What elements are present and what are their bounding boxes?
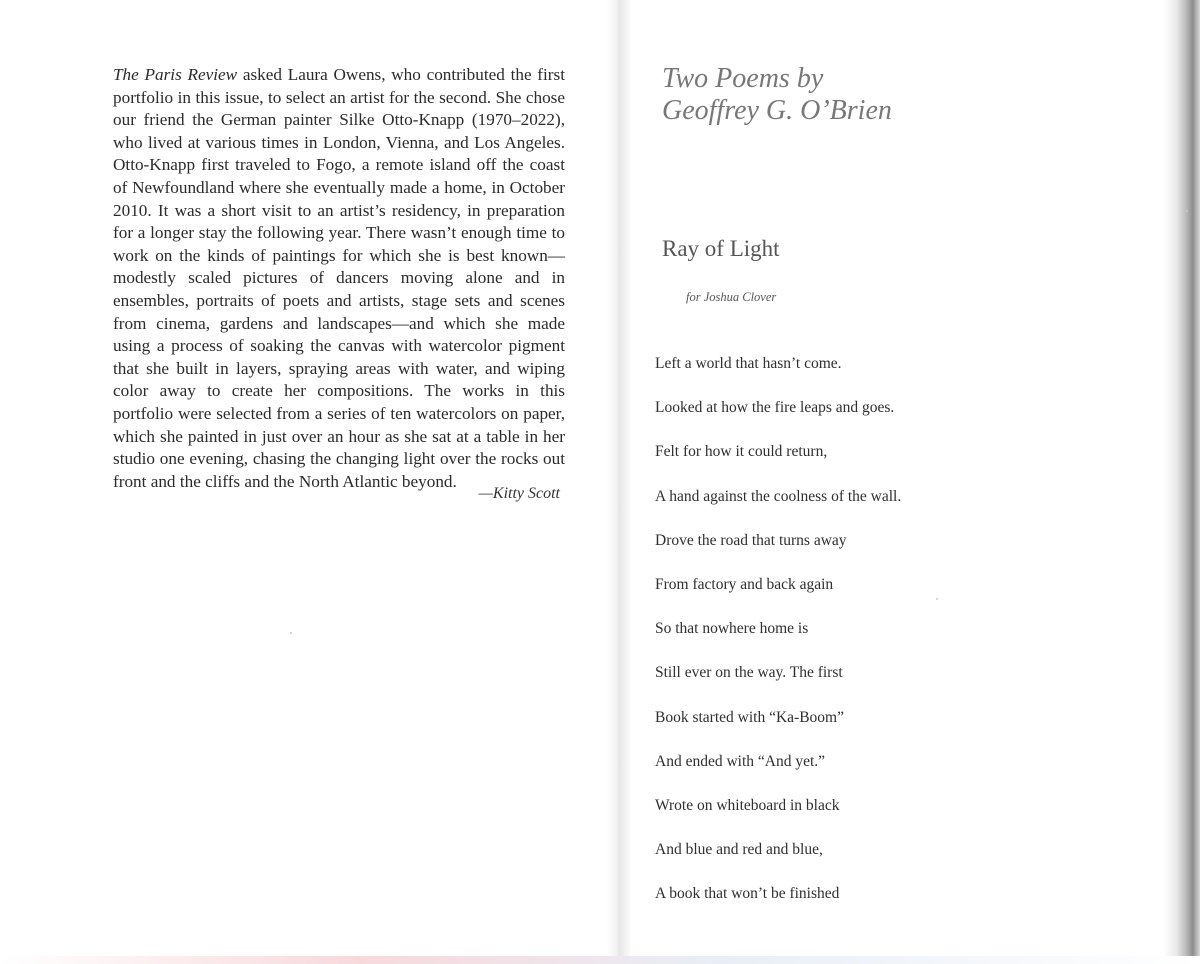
poem-line: From factory and back again: [655, 575, 834, 593]
poems-heading: [662, 63, 1082, 127]
scan-speck: [936, 598, 938, 600]
poem-line: So that nowhere home is: [655, 620, 809, 638]
poem-line: Drove the road that turns away: [655, 531, 847, 549]
poem-line: A book that won’t be finished: [655, 885, 840, 903]
poem-body: [655, 353, 955, 927]
poem-line: And ended with “And yet.”: [655, 752, 826, 770]
heading-line-2: Geoffrey G. O’Brien: [662, 95, 892, 126]
scan-speck: [1186, 210, 1188, 212]
intro-attribution: —Kitty Scott: [478, 485, 560, 502]
scan-speck: [290, 632, 292, 634]
heading-line-1: Two Poems by: [662, 63, 824, 94]
poem-line: Book started with “Ka-Boom”: [655, 708, 844, 726]
intro-paragraph: [113, 64, 565, 493]
poem-title: Ray of Light: [662, 236, 780, 261]
page-edge-shadow: [1164, 0, 1200, 964]
journal-title: The Paris Review: [113, 65, 238, 84]
intro-body-text: asked Laura Owens, who contributed the first portfolio in this issue, to select an artist for the second. She chose our friend the German painter Silke Otto-Knapp (1970–2022), who lived at various times in London, Vienna, and Los Angeles. Otto-Knapp first traveled to Fogo, a remote island off the coast of Newfoundland where she eventually made a home, in October 2010. It was a short visit to an artist’s residency, in preparation for a longer stay the following year. There wasn’t enough time to work on the kinds of paintings for which she is best known—modestly scaled pictures of dancers moving alone and in ensembles, portraits of poets and artists, stage sets and scenes from cinema, gardens and landscapes—and which she made using a process of soaking the canvas with watercolor pigment that she built in layers, spraying areas with water, and wiping color away to create her compositions. The works in this portfolio were selected from a series of ten watercolors on paper, which she painted in just over an hour as she sat at a table in her studio one evening, chasing the changing light over the rocks out front and the cliffs and the North Atlantic beyond.: [113, 65, 565, 491]
poem-line: Left a world that hasn’t come.: [655, 355, 842, 372]
poem-line: Wrote on whiteboard in black: [655, 796, 840, 814]
poem-line: Still ever on the way. The first: [655, 664, 843, 682]
poem-line: And blue and red and blue,: [655, 841, 823, 859]
poem-line: Felt for how it could return,: [655, 443, 828, 461]
poem-dedication: for Joshua Clover: [686, 290, 777, 304]
book-gutter: [606, 0, 630, 964]
portfolio-introduction: [113, 64, 565, 493]
poem-line: A hand against the coolness of the wall.: [655, 487, 902, 505]
poem-line: Looked at how the fire leaps and goes.: [655, 399, 895, 417]
scan-bottom-edge: [0, 956, 1200, 964]
